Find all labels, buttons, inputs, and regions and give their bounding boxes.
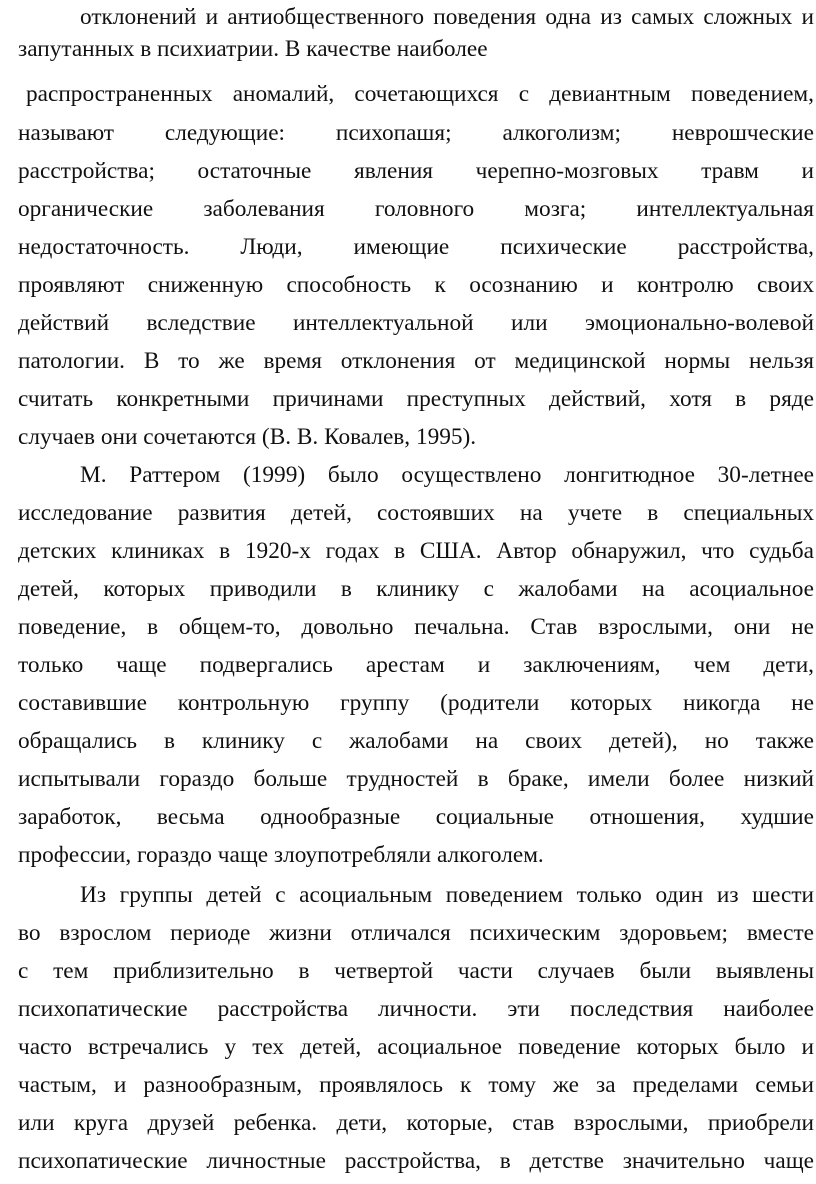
text-line: детских клиниках в 1920-х годах в США. Автор обнаружил, что судьба bbox=[18, 538, 814, 564]
text-line: во взрослом периоде жизни отличался психическим здоровьем; вместе bbox=[18, 920, 814, 946]
text-line: заработок, весьма однообразные социальные отношения, худшие bbox=[18, 804, 814, 830]
text-line: психопатические личностные расстройства, в детстве значительно чаще bbox=[18, 1148, 814, 1174]
text-line: частым, и разнообразным, проявлялось к тому же за пределами семьи bbox=[18, 1072, 814, 1098]
text-line: отклонений и антиобщественного поведения одна из самых сложных и bbox=[80, 4, 814, 30]
text-line: поведение, в общем-то, довольно печальна. Став взрослыми, они не bbox=[18, 614, 814, 640]
text-line: только чаще подвергались арестам и заключениям, чем дети, bbox=[18, 652, 814, 678]
text-line: патологии. В то же время отклонения от медицинской нормы нельзя bbox=[18, 348, 814, 374]
text-line: обращались в клинику с жалобами на своих детей), но также bbox=[18, 728, 814, 754]
text-line: или круга друзей ребенка. дети, которые, став взрослыми, приобрели bbox=[18, 1110, 814, 1136]
text-line: случаев они сочетаются (В. В. Ковалев, 1995). bbox=[18, 424, 477, 450]
text-line: часто встречались у тех детей, асоциальное поведение которых было и bbox=[18, 1034, 814, 1060]
text-line: считать конкретными причинами преступных действий, хотя в ряде bbox=[18, 386, 814, 412]
text-line: распространенных аномалий, сочетающихся с девиантным поведением, bbox=[26, 81, 814, 107]
text-line: проявляют сниженную способность к осознанию и контролю своих bbox=[18, 272, 814, 298]
text-line: детей, которых приводили в клинику с жалобами на асоциальное bbox=[18, 576, 814, 602]
text-line: запутанных в психиатрии. В качестве наиболее bbox=[18, 36, 488, 62]
text-line: действий вследствие интеллектуальной или эмоционально-волевой bbox=[18, 310, 814, 336]
text-line: называют следующие: психопашя; алкоголизм; неврошческие bbox=[18, 120, 814, 146]
text-line: исследование развития детей, состоявших на учете в специальных bbox=[18, 500, 814, 526]
text-line: с тем приблизительно в четвертой части случаев были выявлены bbox=[18, 958, 814, 984]
text-line: составившие контрольную группу (родители которых никогда не bbox=[18, 690, 814, 716]
text-line: недостаточность. Люди, имеющие психические расстройства, bbox=[18, 234, 814, 260]
text-line: Из группы детей с асоциальным поведением только один из шести bbox=[80, 882, 814, 908]
text-line: М. Раттером (1999) было осуществлено лонгитюдное 30-летнее bbox=[80, 462, 814, 488]
text-line: испытывали гораздо больше трудностей в браке, имели более низкий bbox=[18, 766, 814, 792]
text-line: расстройства; остаточные явления черепно-мозговых травм и bbox=[18, 158, 814, 184]
text-line: профессии, гораздо чаще злоупотребляли алкоголем. bbox=[18, 842, 544, 868]
text-line: органические заболевания головного мозга; интеллектуальная bbox=[18, 196, 814, 222]
text-line: психопатические расстройства личности. эти последствия наиболее bbox=[18, 996, 814, 1022]
